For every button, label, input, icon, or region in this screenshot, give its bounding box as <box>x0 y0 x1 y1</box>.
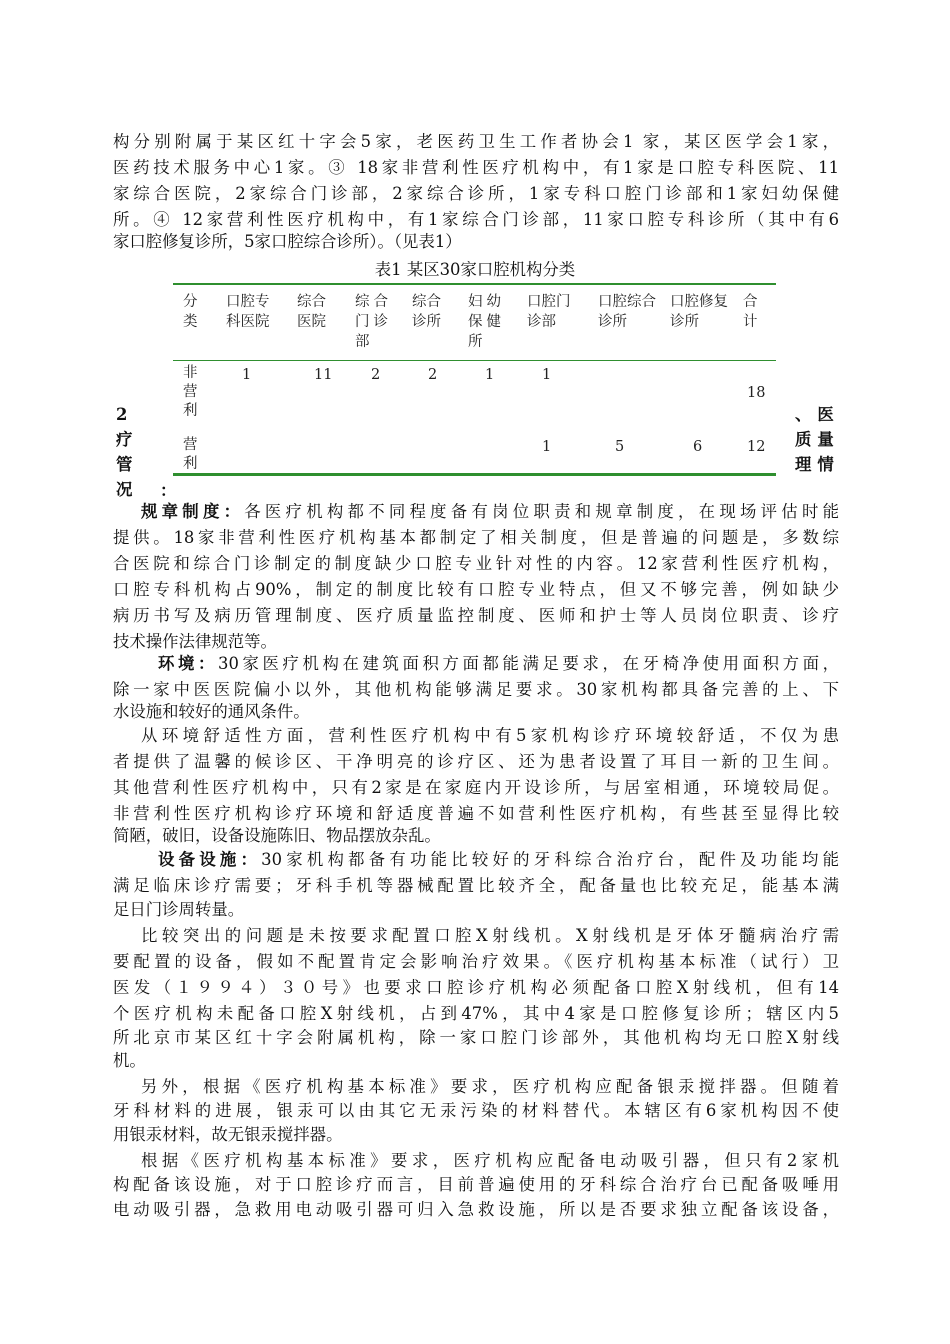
table-header: 综合医院 <box>297 294 326 330</box>
table-cell: 1 <box>542 367 552 383</box>
table-cell: 1 <box>242 367 252 383</box>
table-header: 口腔综合诊所 <box>598 294 656 330</box>
table-top-rule <box>173 283 776 285</box>
paragraph-line: 牙科材料的进展，银汞可以由其它无汞污染的材料替代。本辖区有6家机构因不使 <box>113 1101 839 1120</box>
paragraph-line: 规章制度：各医疗机构都不同程度备有岗位职责和规章制度，在现场评估时能 <box>141 502 840 521</box>
paragraph-line: 口腔专科机构占90%，制定的制度比较有口腔专业特点，但又不够完善，例如缺少 <box>113 580 839 599</box>
paragraph-line: 病历书写及病历管理制度、医疗质量监控制度、医师和护士等人员岗位职责、诊疗 <box>113 606 839 625</box>
table-cell: 5 <box>615 439 625 455</box>
paragraph-line: 构配备该设施，对于口腔诊疗而言，目前普遍使用的牙科综合治疗台已配备吸唾用 <box>113 1175 839 1194</box>
paragraph-line: 机。 <box>113 1051 146 1070</box>
paragraph-line: 根据《医疗机构基本标准》要求，医疗机构应配备电动吸引器，但只有2家机 <box>141 1151 839 1170</box>
paragraph-heading: 设备设施： <box>158 850 262 869</box>
intro-line: 家综合医院，2家综合门诊部，2家综合诊所，1家专科口腔门诊部和1家妇幼保健 <box>113 184 839 203</box>
table-cell: 2 <box>371 367 381 383</box>
table-cell: 11 <box>314 367 333 383</box>
table-bottom-rule <box>173 473 776 476</box>
row-label: 营利 <box>183 437 198 472</box>
paragraph-heading: 规章制度： <box>141 502 245 521</box>
paragraph-line: 比较突出的问题是未按要求配置口腔X射线机。X射线机是牙体牙髓病治疗需 <box>141 926 839 945</box>
paragraph-heading: 环境： <box>158 654 219 673</box>
section-heading-right: 质量 <box>795 430 840 449</box>
row-label: 非营利 <box>183 365 198 419</box>
paragraph-line: 医发（１９９４）３０号》也要求口腔诊疗机构必须配备口腔X射线机，但有14 <box>113 978 839 997</box>
paragraph-line: 满足临床诊疗需要；牙科手机等器械配置比较齐全，配备量也比较充足，能基本满 <box>113 876 839 895</box>
intro-line: 所。④ 12家营利性医疗机构中，有1家综合门诊部，11家口腔专科诊所（其中有6 <box>113 210 839 229</box>
section-heading-right: 理情 <box>795 455 840 474</box>
paragraph-line: 足日门诊周转量。 <box>113 900 245 919</box>
section-heading-left: 2 <box>116 405 128 424</box>
table-cell: 1 <box>542 439 552 455</box>
paragraph-line: 提供。18家非营利性医疗机构基本都制定了相关制度，但是普遍的问题是，多数综 <box>113 528 839 547</box>
table-header: 口腔修复诊所 <box>670 294 728 330</box>
table-cell: 12 <box>747 439 766 455</box>
intro-line: 家口腔修复诊所，5家口腔综合诊所）。（见表1） <box>113 232 462 251</box>
paragraph-line: 设备设施：30家机构都备有功能比较好的牙科综合治疗台，配件及功能均能 <box>158 850 840 869</box>
section-heading-right: 、医 <box>795 405 840 424</box>
table-header: 妇幼保健所 <box>468 294 505 350</box>
paragraph-line: 技术操作法律规范等。 <box>113 632 277 651</box>
paragraph-line: 要配置的设备，假如不配置肯定会影响治疗效果。《医疗机构基本标准（试行）卫 <box>113 952 839 971</box>
table-header: 合计 <box>743 294 758 330</box>
paragraph-line: 从环境舒适性方面，营利性医疗机构中有5家机构诊疗环境较舒适，不仅为患 <box>141 726 839 745</box>
paragraph-line: 用银汞材料，故无银汞搅拌器。 <box>113 1125 343 1144</box>
paragraph-line: 者提供了温馨的候诊区、干净明亮的诊疗区、还为患者设置了耳目一新的卫生间。 <box>113 752 839 771</box>
paragraph-line: 个医疗机构未配备口腔X射线机，占到47%，其中4家是口腔修复诊所；辖区内5 <box>113 1004 839 1023</box>
paragraph-line: 其他营利性医疗机构中，只有2家是在家庭内开设诊所，与居室相通，环境较局促。 <box>113 778 839 797</box>
table-cell: 18 <box>747 385 766 401</box>
table-header: 综合门诊部 <box>355 294 392 350</box>
paragraph-line: 合医院和综合门诊制定的制度缺少口腔专业针对性的内容。12家营利性医疗机构， <box>113 554 839 573</box>
table-header: 口腔专科医院 <box>226 294 270 330</box>
paragraph-line: 另外，根据《医疗机构基本标准》要求，医疗机构应配备银汞搅拌器。但随着 <box>141 1077 839 1096</box>
paragraph-line: 环境：30家医疗机构在建筑面积方面都能满足要求，在牙椅净使用面积方面， <box>158 654 839 673</box>
section-heading-left: 管 <box>116 455 133 474</box>
table-header: 口腔门诊部 <box>527 294 571 330</box>
table-header-rule <box>173 360 776 361</box>
paragraph-line: 非营利性医疗机构诊疗环境和舒适度普遍不如营利性医疗机构，有些甚至显得比较 <box>113 804 839 823</box>
paragraph-line: 简陋，破旧，设备设施陈旧、物品摆放杂乱。 <box>113 826 441 845</box>
table-header: 综合诊所 <box>412 294 441 330</box>
table-header: 分类 <box>183 294 198 330</box>
table-cell: 6 <box>693 439 703 455</box>
table-caption: 表1 某区30家口腔机构分类 <box>374 260 576 279</box>
table-cell: 2 <box>428 367 438 383</box>
table-cell: 1 <box>485 367 495 383</box>
paragraph-line: 电动吸引器，急救用电动吸引器可归入急救设施，所以是否要求独立配备该设备， <box>113 1200 839 1219</box>
paragraph-line: 除一家中医医院偏小以外，其他机构能够满足要求。30家机构都具备完善的上、下 <box>113 680 839 699</box>
intro-line: 医药技术服务中心1家。③ 18家非营利性医疗机构中，有1家是口腔专科医院、11 <box>113 158 839 177</box>
section-heading-colon: ： <box>160 481 177 500</box>
section-heading-left: 况 <box>116 480 133 499</box>
intro-line: 构分别附属于某区红十字会5家，老医药卫生工作者协会1 家，某区医学会1家， <box>113 132 839 151</box>
paragraph-line: 水设施和较好的通风条件。 <box>113 702 310 721</box>
paragraph-line: 所北京市某区红十字会附属机构，除一家口腔门诊部外，其他机构均无口腔X射线 <box>113 1028 839 1047</box>
section-heading-left: 疗 <box>116 430 133 449</box>
